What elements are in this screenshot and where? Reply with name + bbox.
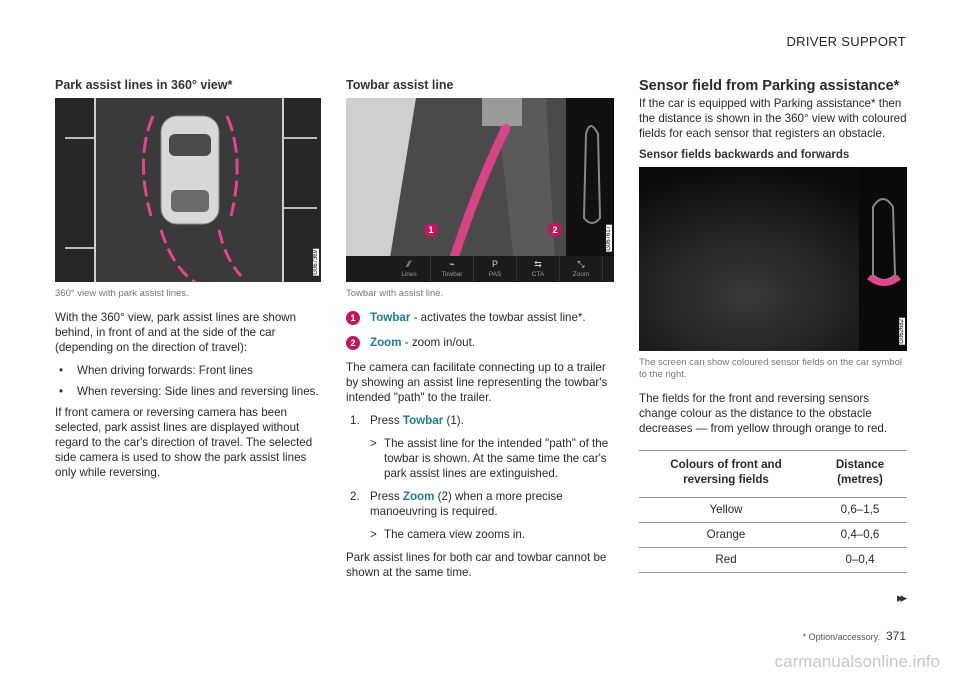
column-towbar	[346, 78, 614, 588]
table-cell: Red	[639, 548, 813, 573]
towbar-icon: ⌁	[449, 259, 455, 269]
step-text: (1).	[443, 414, 464, 427]
intro-paragraph: With the 360° view, park assist lines are shown behind, in front of and at the side of the car (depending on the direction of travel):	[55, 311, 297, 354]
towbar-keyword: Towbar	[402, 414, 444, 427]
sensor-colour-table	[639, 450, 907, 573]
towbar-title: Towbar assist line	[346, 78, 454, 92]
step-number: 2.	[350, 490, 360, 503]
result-text: The camera view zooms in.	[384, 528, 526, 541]
table-row	[639, 548, 907, 573]
zoom-icon: ⤡	[577, 259, 585, 269]
result-arrow: >	[370, 528, 377, 541]
table-header: Colours of front and reversing fields	[639, 451, 813, 498]
image-caption: Towbar with assist line.	[346, 288, 444, 299]
body-paragraph: The camera can facilitate connecting up to a trailer by showing an assist line representing the towbar's intended "path" to the trailer.	[346, 361, 608, 404]
pas-button[interactable]: P PAS	[474, 256, 517, 282]
step-2	[346, 489, 614, 519]
lines-icon: ⁄⁄	[407, 259, 411, 269]
callout-badge: 1	[346, 311, 360, 325]
towbar-illustration	[346, 98, 614, 282]
body-paragraph: If front camera or reversing camera has been selected, park assist lines are displayed without regard to the car's direction of travel. The selected side camera is used to show the park assist lines only while reversing.	[55, 406, 313, 479]
table-row	[639, 523, 907, 548]
section-header: DRIVER SUPPORT	[786, 34, 906, 49]
step-1	[346, 413, 614, 428]
step-number: 1.	[350, 414, 360, 427]
body-paragraph: The fields for the front and reversing sensors change colour as the distance to the obstacle decreases — from yellow through orange to red.	[639, 392, 888, 435]
column-sensor-field	[639, 78, 907, 573]
park-assist-title: Park assist lines in 360° view*	[55, 78, 233, 92]
page-footer	[803, 629, 906, 643]
step-text: Press	[370, 490, 403, 503]
360-view-image	[55, 98, 321, 282]
callout-text: - zoom in/out.	[401, 336, 476, 349]
image-code: G067369	[313, 250, 319, 275]
zoom-button[interactable]: ⤡ Zoom	[560, 256, 603, 282]
callout-item-towbar	[346, 310, 614, 325]
360-view-illustration	[55, 98, 321, 282]
table-row	[639, 498, 907, 523]
towbar-camera-image	[346, 98, 614, 282]
cta-icon: ⇆	[534, 259, 542, 269]
callout-2: 2	[548, 223, 562, 237]
next-page-icon[interactable]: ▸▸	[896, 590, 904, 605]
step-text: (2) when a more precise manoeuvring is required.	[370, 490, 563, 518]
final-paragraph: Park assist lines for both car and towbar cannot be shown at the same time.	[346, 551, 607, 579]
callout-item-zoom	[346, 335, 614, 350]
sensor-subtitle: Sensor fields backwards and forwards	[639, 149, 850, 161]
zoom-keyword: Zoom	[402, 490, 435, 503]
result-arrow: >	[370, 437, 377, 450]
bullet-item: • When reversing: Side lines and reversing lines.	[55, 384, 321, 399]
table-cell: 0,4–0,6	[813, 523, 907, 548]
image-code: G067617	[606, 226, 612, 251]
image-caption: 360° view with park assist lines.	[55, 288, 189, 299]
lines-button[interactable]: ⁄⁄ Lines	[388, 256, 431, 282]
cta-button[interactable]: ⇆ CTA	[517, 256, 560, 282]
sensor-illustration	[639, 167, 907, 351]
table-cell: 0,6–1,5	[813, 498, 907, 523]
table-cell: Yellow	[639, 498, 813, 523]
image-code: G062682	[899, 319, 905, 344]
intro-paragraph: If the car is equipped with Parking assistance* then the distance is shown in the 360° view with coloured fields for each sensor that registers an obstacle.	[639, 97, 907, 140]
callout-1: 1	[424, 223, 438, 237]
step-2-result	[346, 527, 614, 542]
sensor-field-title: Sensor field from Parking assistance*	[639, 78, 900, 94]
footnote: * Option/accessory.	[802, 632, 880, 642]
column-360-view	[55, 78, 321, 488]
pas-icon: P	[491, 259, 498, 269]
watermark: carmanualsonline.info	[774, 652, 940, 671]
table-cell: 0–0,4	[813, 548, 907, 573]
towbar-button[interactable]: ⌁ Towbar	[431, 256, 474, 282]
result-text: The assist line for the intended "path" of the towbar is shown. At the same time the car's park assist lines are extinguished.	[384, 437, 609, 480]
bullet-item: • When driving forwards: Front lines	[55, 363, 321, 378]
towbar-keyword: Towbar	[370, 311, 411, 324]
page-number: 371	[885, 629, 906, 643]
sensor-field-image	[639, 167, 907, 351]
step-text: Press	[370, 414, 403, 427]
camera-toolbar	[346, 256, 614, 282]
image-caption: The screen can show coloured sensor fields on the car symbol to the right.	[639, 357, 902, 380]
callout-badge: 2	[346, 336, 360, 350]
table-header: Distance (metres)	[813, 451, 907, 498]
table-cell: Orange	[639, 523, 813, 548]
step-1-result	[346, 436, 614, 481]
zoom-keyword: Zoom	[370, 336, 402, 349]
callout-text: - activates the towbar assist line*.	[410, 311, 586, 324]
